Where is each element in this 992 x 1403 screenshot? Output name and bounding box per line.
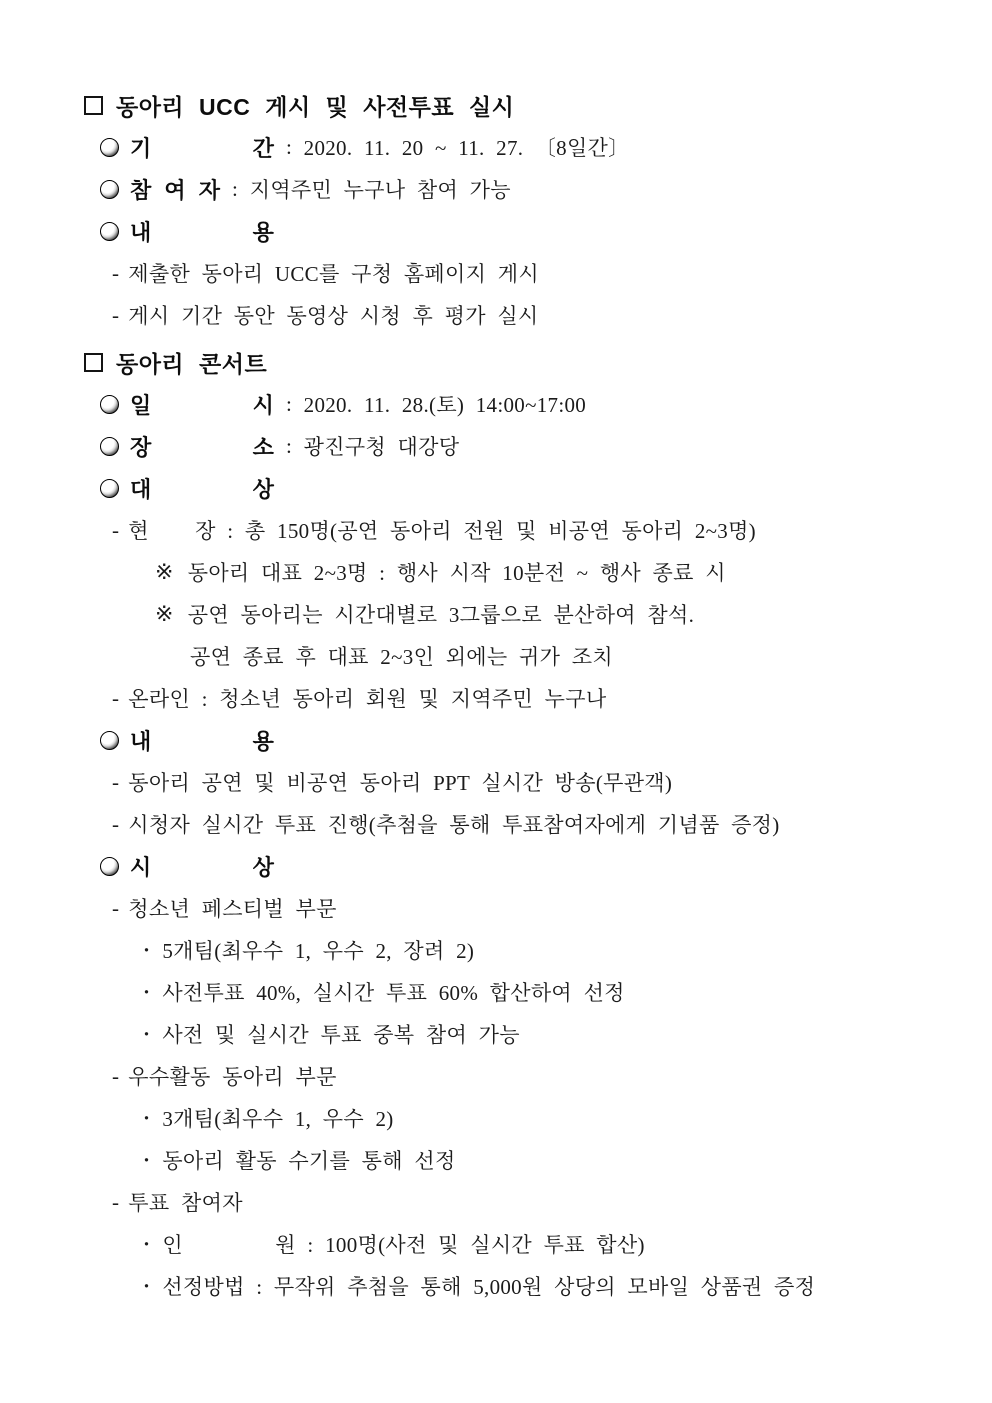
doc-line bbox=[0, 126, 992, 168]
item-text: 사전투표 40%, 실시간 투표 60% 합산하여 선정 bbox=[162, 981, 625, 1005]
doc-line bbox=[0, 294, 992, 336]
item-value: 2020. 11. 20 ~ 11. 27. 〔8일간〕 bbox=[303, 136, 630, 160]
item-label: 시 상 bbox=[130, 854, 275, 880]
circle-bullet-icon bbox=[100, 857, 119, 876]
item-text: 게시 기간 동안 동영상 시청 후 평가 실시 bbox=[128, 304, 539, 328]
doc-line bbox=[0, 971, 992, 1013]
doc-line bbox=[0, 1223, 992, 1265]
item-label: 대 상 bbox=[130, 476, 275, 502]
circle-bullet-icon bbox=[100, 479, 119, 498]
doc-line bbox=[0, 551, 992, 593]
item-value: 2020. 11. 28.(토) 14:00~17:00 bbox=[303, 393, 587, 417]
doc-line bbox=[0, 593, 992, 635]
item-text: 투표 참여자 bbox=[128, 1191, 243, 1215]
checkbox-square-icon bbox=[84, 96, 103, 115]
item-label: 참 여 자 bbox=[130, 177, 221, 203]
dash-icon: - bbox=[112, 517, 120, 542]
doc-line bbox=[0, 803, 992, 845]
circle-bullet-icon bbox=[100, 437, 119, 456]
doc-line bbox=[0, 467, 992, 509]
item-text: 동아리 공연 및 비공연 동아리 PPT 실시간 방송(무관객) bbox=[128, 771, 673, 795]
circle-bullet-icon bbox=[100, 222, 119, 241]
circle-bullet-icon bbox=[100, 395, 119, 414]
doc-line bbox=[0, 1181, 992, 1223]
doc-line bbox=[0, 1055, 992, 1097]
reference-mark-icon: ※ bbox=[155, 601, 174, 626]
doc-line bbox=[0, 210, 992, 252]
item-label: 장 소 bbox=[130, 434, 275, 460]
dash-icon: - bbox=[112, 685, 120, 710]
doc-line bbox=[0, 635, 992, 677]
section-title: 동아리 콘서트 bbox=[116, 350, 268, 377]
doc-line bbox=[0, 509, 992, 551]
item-text: 동아리 대표 2~3명 : 행사 시작 10분전 ~ 행사 종료 시 bbox=[187, 561, 726, 585]
doc-line bbox=[0, 845, 992, 887]
item-text: 5개팀(최우수 1, 우수 2, 장려 2) bbox=[162, 939, 475, 963]
item-label: 내 용 bbox=[130, 219, 275, 245]
item-label: 내 용 bbox=[130, 728, 275, 754]
doc-line bbox=[0, 168, 992, 210]
dot-bullet-icon: · bbox=[143, 1147, 151, 1172]
doc-line bbox=[0, 425, 992, 467]
item-separator: : bbox=[220, 176, 250, 201]
doc-line bbox=[0, 1265, 992, 1307]
dash-icon: - bbox=[112, 769, 120, 794]
doc-line bbox=[0, 887, 992, 929]
dash-icon: - bbox=[112, 1189, 120, 1214]
dash-icon: - bbox=[112, 302, 120, 327]
dash-icon: - bbox=[112, 811, 120, 836]
circle-bullet-icon bbox=[100, 731, 119, 750]
item-text: 공연 동아리는 시간대별로 3그룹으로 분산하여 참석. bbox=[187, 603, 695, 627]
section-title: 동아리 UCC 게시 및 사전투표 실시 bbox=[116, 93, 515, 120]
section-heading bbox=[0, 84, 992, 126]
item-label: 일 시 bbox=[130, 392, 275, 418]
dot-bullet-icon: · bbox=[143, 1021, 151, 1046]
item-text: 인 원 : 100명(사전 및 실시간 투표 합산) bbox=[162, 1233, 645, 1257]
dot-bullet-icon: · bbox=[143, 1231, 151, 1256]
doc-line bbox=[0, 1013, 992, 1055]
reference-mark-icon: ※ bbox=[155, 559, 174, 584]
doc-line bbox=[0, 1139, 992, 1181]
item-text: 온라인 : 청소년 동아리 회원 및 지역주민 누구나 bbox=[128, 687, 607, 711]
dash-icon: - bbox=[112, 260, 120, 285]
section-heading bbox=[0, 341, 992, 383]
item-text: 사전 및 실시간 투표 중복 참여 가능 bbox=[162, 1023, 520, 1047]
item-text: 선정방법 : 무작위 추첨을 통해 5,000원 상당의 모바일 상품권 증정 bbox=[162, 1275, 816, 1299]
item-label: 기 간 bbox=[130, 135, 275, 161]
doc-line bbox=[0, 929, 992, 971]
dot-bullet-icon: · bbox=[143, 937, 151, 962]
item-text: 동아리 활동 수기를 통해 선정 bbox=[162, 1149, 456, 1173]
doc-line bbox=[0, 1097, 992, 1139]
dash-icon: - bbox=[112, 895, 120, 920]
item-text: 현 장 : 총 150명(공연 동아리 전원 및 비공연 동아리 2~3명) bbox=[128, 519, 756, 543]
dot-bullet-icon: · bbox=[143, 1105, 151, 1130]
item-value: 지역주민 누구나 참여 가능 bbox=[249, 178, 511, 202]
item-text: 시청자 실시간 투표 진행(추첨을 통해 투표참여자에게 기념품 증정) bbox=[128, 813, 780, 837]
dot-bullet-icon: · bbox=[143, 1273, 151, 1298]
dash-icon: - bbox=[112, 1063, 120, 1088]
item-separator: : bbox=[274, 433, 304, 458]
item-text: 공연 종료 후 대표 2~3인 외에는 귀가 조치 bbox=[190, 645, 613, 669]
item-text: 3개팀(최우수 1, 우수 2) bbox=[162, 1107, 394, 1131]
document-body bbox=[0, 84, 992, 1307]
item-text: 제출한 동아리 UCC를 구청 홈페이지 게시 bbox=[128, 262, 539, 286]
checkbox-square-icon bbox=[84, 353, 103, 372]
item-value: 광진구청 대강당 bbox=[303, 435, 460, 459]
item-text: 우수활동 동아리 부문 bbox=[128, 1065, 337, 1089]
item-separator: : bbox=[274, 134, 304, 159]
doc-line bbox=[0, 383, 992, 425]
circle-bullet-icon bbox=[100, 180, 119, 199]
doc-line bbox=[0, 761, 992, 803]
doc-line bbox=[0, 252, 992, 294]
doc-line bbox=[0, 719, 992, 761]
doc-line bbox=[0, 677, 992, 719]
item-separator: : bbox=[274, 391, 304, 416]
circle-bullet-icon bbox=[100, 138, 119, 157]
dot-bullet-icon: · bbox=[143, 979, 151, 1004]
item-text: 청소년 페스티벌 부문 bbox=[128, 897, 337, 921]
